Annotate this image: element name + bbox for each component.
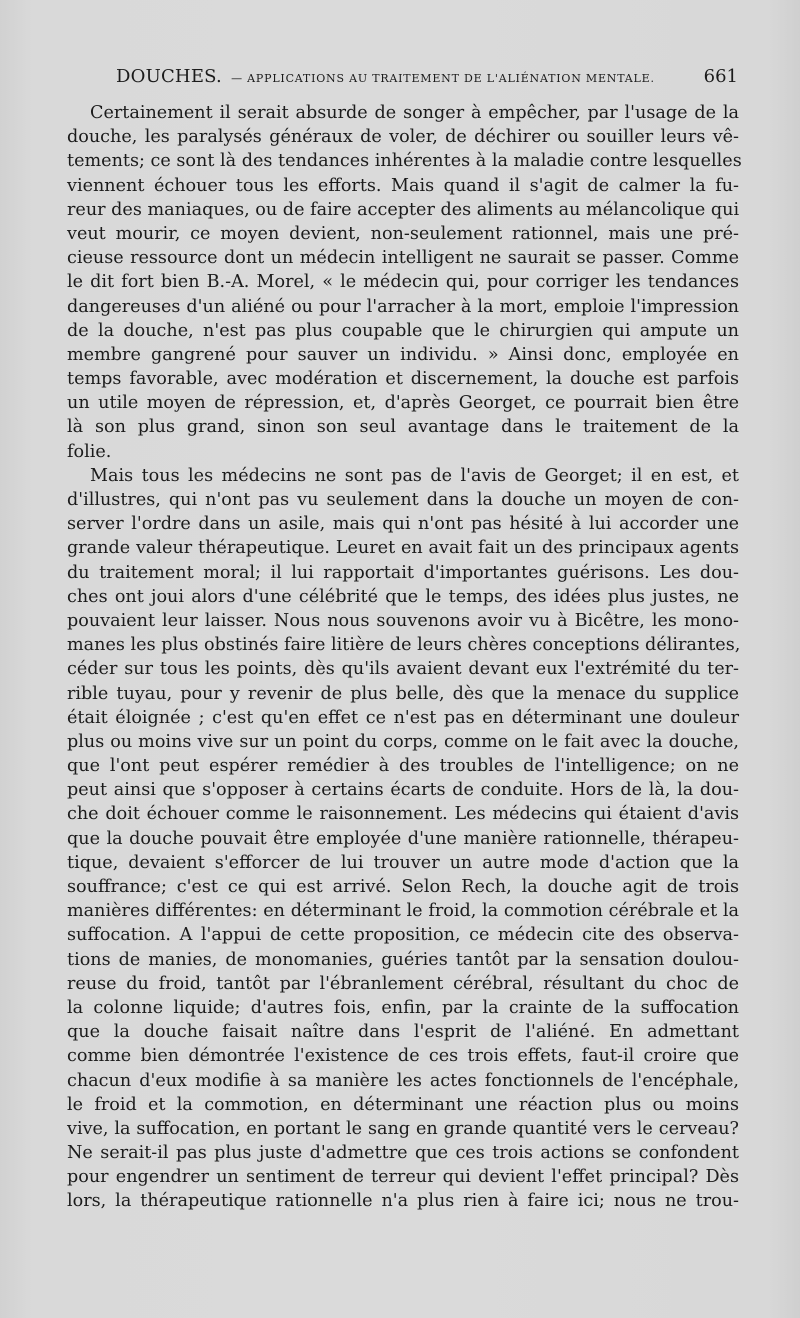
text-line: que la douche faisait naître dans l'esprit de l'aliéné. En admettant	[67, 1022, 739, 1043]
text-line: che doit échouer comme le raisonnement. Les médecins qui étaient d'avis	[67, 804, 739, 825]
running-header	[116, 66, 738, 92]
text-line: temps favorable, avec modération et discernement, la douche est parfois	[67, 369, 739, 390]
text-line: reur des maniaques, ou de faire accepter des aliments au mélancolique qui	[67, 199, 740, 220]
text-line: du traitement moral; il lui rapportait d'importantes guérisons. Les dou-	[67, 562, 739, 583]
text-line: peut ainsi que s'opposer à certains écarts de conduite. Hors de là, la dou-	[67, 780, 739, 801]
text-line: Mais tous les médecins ne sont pas de l'avis de Georget; il en est, et	[90, 465, 739, 486]
text-line: céder sur tous les points, dès qu'ils avaient devant eux l'extrémité du ter-	[67, 659, 739, 680]
text-line: que la douche pouvait être employée d'une manière rationnelle, thérapeu-	[67, 828, 739, 849]
text-line: un utile moyen de répression, et, d'après Georget, ce pourrait bien être	[67, 393, 739, 414]
text-line: souffrance; c'est ce qui est arrivé. Selon Rech, la douche agit de trois	[67, 877, 739, 897]
text-line: chacun d'eux modifie à sa manière les actes fonctionnels de l'encéphale,	[67, 1070, 739, 1091]
text-line: Certainement il serait absurde de songer à empêcher, par l'usage de la	[90, 103, 739, 123]
text-line: était éloignée ; c'est qu'en effet ce n'est pas en déterminant une douleur	[67, 707, 739, 728]
text-line: comme bien démontrée l'existence de ces trois effets, faut-il croire que	[67, 1046, 739, 1067]
running-subtitle: — APPLICATIONS AU TRAITEMENT DE L'ALIÉNATION MENTALE.	[231, 72, 655, 85]
text-line: pouvaient leur laisser. Nous nous souvenons avoir vu à Bicêtre, les mono-	[67, 610, 739, 631]
text-line: plus ou moins vive sur un point du corps, comme on le fait avec la douche,	[67, 731, 739, 752]
page-number: 661	[703, 66, 738, 87]
text-line: Ne serait-il pas plus juste d'admettre que ces trois actions se confondent	[67, 1143, 739, 1164]
text-line: d'illustres, qui n'ont pas vu seulement dans la douche un moyen de con-	[67, 490, 739, 510]
text-line: tements; ce sont là des tendances inhérentes à la maladie contre lesquelles	[67, 151, 742, 172]
text-line: tions de manies, de monomanies, guéries tantôt par la sensation doulou-	[67, 949, 739, 970]
text-line: rible tuyau, pour y revenir de plus belle, dès que la menace du supplice	[67, 683, 739, 704]
text-line: cieuse ressource dont un médecin intelligent ne saurait se passer. Comme	[67, 248, 739, 269]
text-line: viennent échouer tous les efforts. Mais quand il s'agit de calmer la fu-	[67, 175, 739, 196]
text-line: suffocation. A l'appui de cette proposition, ce médecin cite des observa-	[67, 925, 739, 946]
body-text	[67, 101, 742, 1214]
text-line: le froid et la commotion, en déterminant une réaction plus ou moins	[67, 1094, 739, 1115]
text-line: dangereuses d'un aliéné ou pour l'arracher à la mort, emploie l'impression	[67, 296, 739, 317]
text-line: membre gangrené pour sauver un individu. » Ainsi donc, employée en	[67, 344, 739, 365]
text-line: vive, la suffocation, en portant le sang en grande quantité vers le cerveau?	[67, 1118, 739, 1139]
text-line: veut mourir, ce moyen devient, non-seulement rationnel, mais une pré-	[67, 223, 739, 244]
text-line: que l'ont peut espérer remédier à des troubles de l'intelligence; on ne	[67, 756, 739, 777]
text-line: folie.	[67, 441, 112, 462]
text-line: grande valeur thérapeutique. Leuret en avait fait un des principaux agents	[67, 538, 739, 559]
text-line: tique, devaient s'efforcer de lui trouver un autre mode d'action que la	[67, 852, 739, 873]
running-title: DOUCHES.	[116, 66, 222, 87]
text-line: douche, les paralysés généraux de voler, de déchirer ou souiller leurs vê-	[67, 127, 739, 148]
text-line: manes les plus obstinés faire litière de leurs chères conceptions délirantes,	[67, 635, 741, 656]
text-line: reuse du froid, tantôt par l'ébranlement cérébral, résultant du choc de	[67, 973, 739, 994]
text-line: lors, la thérapeutique rationnelle n'a plus rien à faire ici; nous ne trou-	[67, 1191, 739, 1212]
text-line: ches ont joui alors d'une célébrité que le temps, des idées plus justes, ne	[67, 586, 739, 607]
header-title-group	[116, 66, 655, 87]
text-line: de la douche, n'est pas plus coupable que le chirurgien qui ampute un	[67, 320, 739, 341]
text-line: server l'ordre dans un asile, mais qui n'ont pas hésité à lui accorder une	[67, 514, 739, 535]
text-line: le dit fort bien B.-A. Morel, « le médecin qui, pour corriger les tendances	[67, 272, 739, 293]
text-line: la colonne liquide; d'autres fois, enfin, par la crainte de la suffocation	[67, 997, 739, 1018]
text-line: là son plus grand, sinon son seul avantage dans le traitement de la	[67, 417, 739, 438]
text-line: pour engendrer un sentiment de terreur qui devient l'effet principal? Dès	[67, 1167, 739, 1188]
text-line: manières différentes: en déterminant le froid, la commotion cérébrale et la	[67, 901, 739, 922]
